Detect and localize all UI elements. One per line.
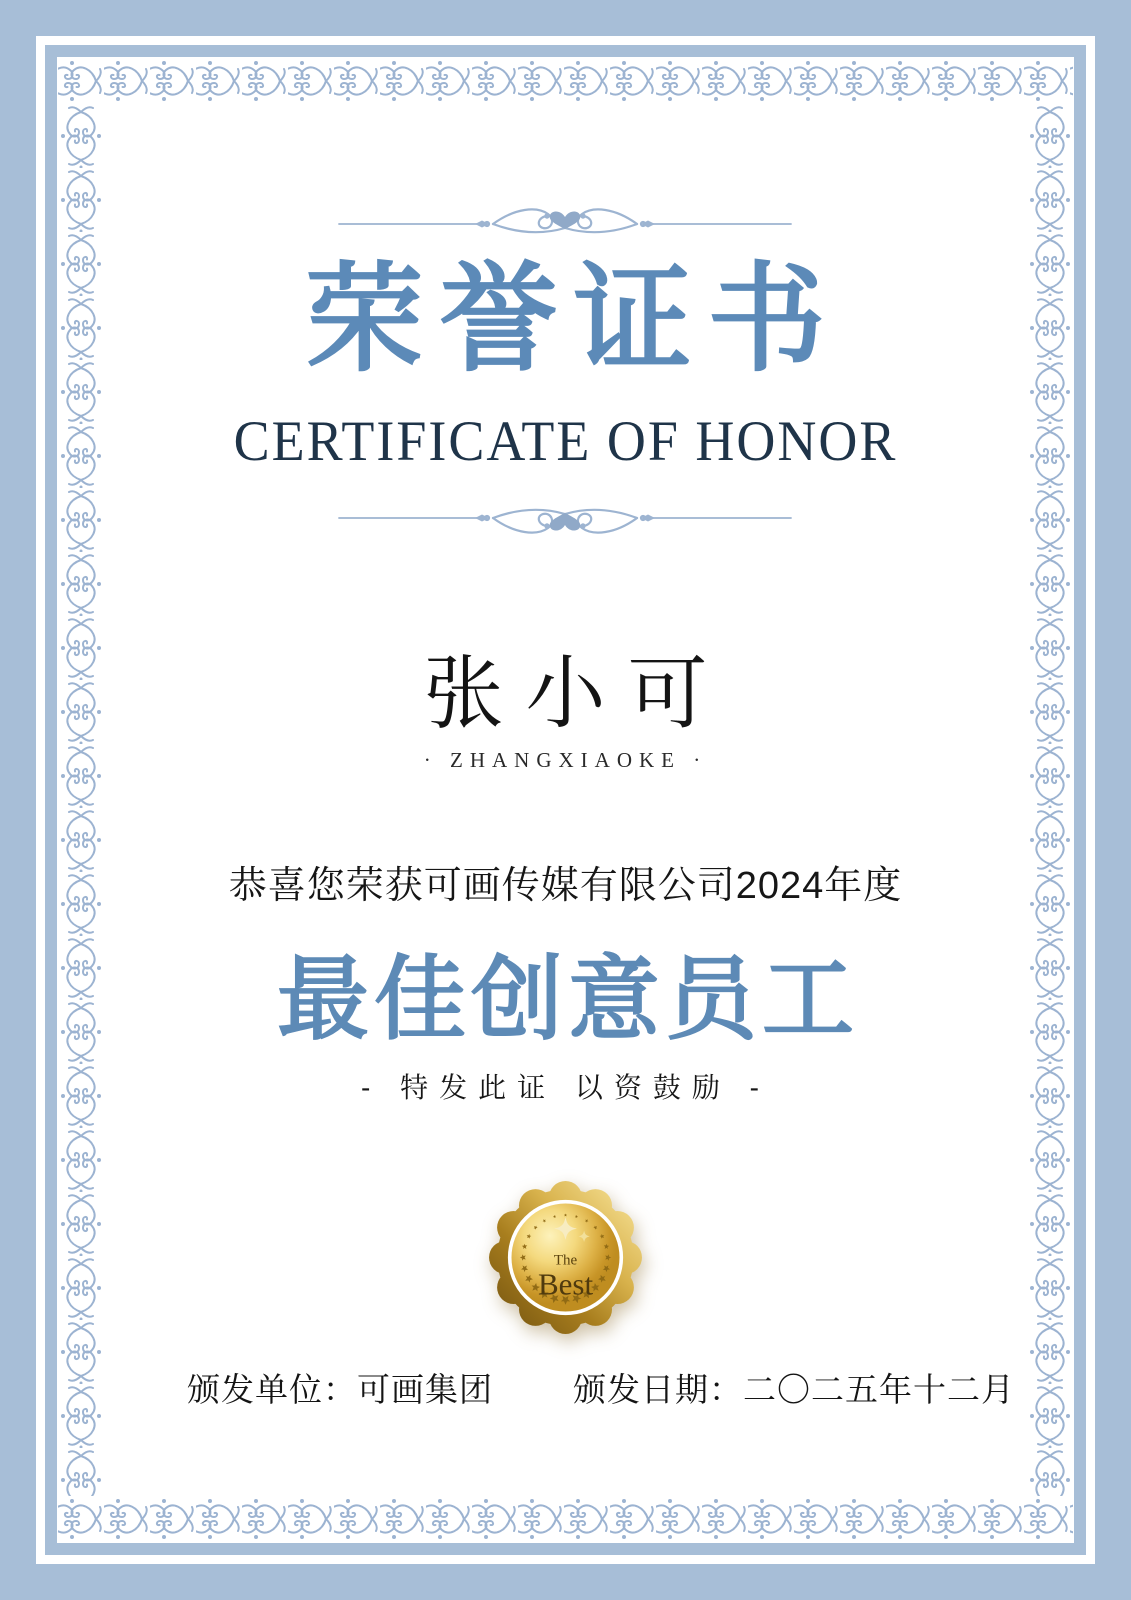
award-intro-line: 恭喜您荣获可画传媒有限公司2024年度: [228, 865, 903, 907]
lace-border-top-icon: [58, 58, 1073, 104]
seal-text-line1: The: [553, 1252, 578, 1269]
award-title: 最佳创意员工: [276, 949, 859, 1051]
issuer-value: 可画集团: [357, 1371, 493, 1408]
motto-line: - 特发此证 以资鼓励 -: [361, 1072, 770, 1103]
date-line: [573, 1364, 1015, 1411]
issuer-line: [187, 1364, 493, 1411]
seal-text-line2: Best: [537, 1266, 594, 1302]
recipient-name: 张小可: [423, 649, 730, 738]
the-best-seal-badge-icon: [488, 1180, 643, 1335]
ornamental-divider-bottom-icon: [335, 500, 795, 544]
date-label: 颁发日期：: [573, 1371, 743, 1408]
lace-border-bottom-icon: [58, 1496, 1073, 1542]
date-value: 二〇二五年十二月: [743, 1371, 1015, 1408]
certificate-title-cn: 荣誉证书: [305, 255, 842, 386]
issuer-label: 颁发单位：: [187, 1371, 357, 1408]
ornamental-divider-top-icon: [335, 198, 795, 242]
recipient-latin-name: · ZHANGXIAOKE ·: [423, 748, 708, 772]
certificate-title-en: CERTIFICATE OF HONOR: [233, 409, 898, 473]
